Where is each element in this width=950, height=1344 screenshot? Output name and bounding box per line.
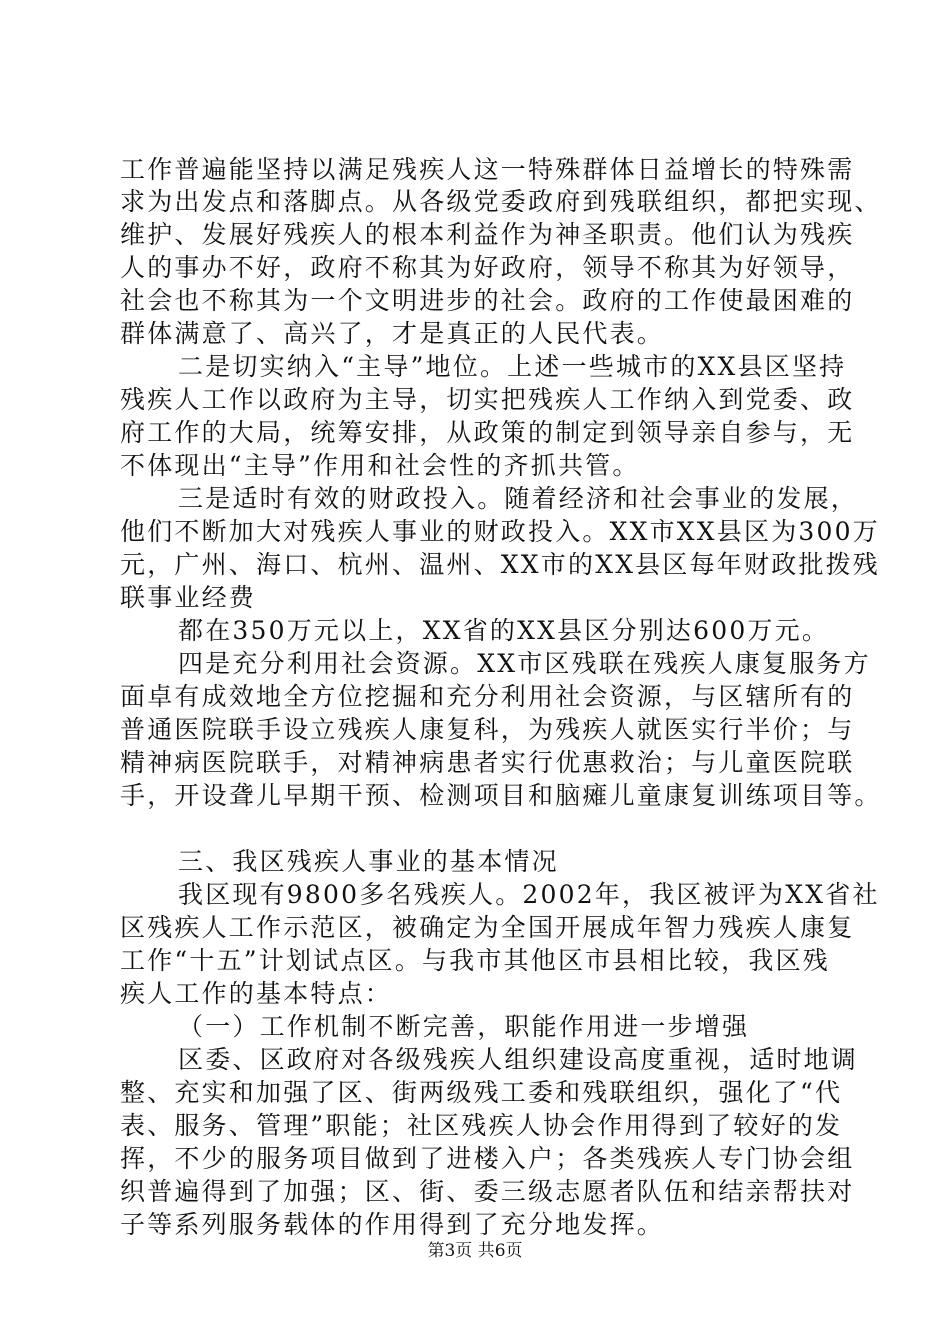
body-line: 工作普遍能坚持以满足残疾人这一特殊群体日益增长的特殊需 [120, 155, 855, 184]
body-line: 府工作的大局，统筹安排，从政策的制定到领导亲自参与，无 [120, 418, 855, 447]
page-footer: 第3页 共6页 [427, 1241, 523, 1261]
paragraph-first-line: 区委、区政府对各级残疾人组织建设高度重视，适时地调 [178, 1045, 859, 1074]
body-line: 维护、发展好残疾人的根本利益作为神圣职责。他们认为残疾 [120, 220, 855, 249]
body-line: 表、服务、管理”职能；社区残疾人协会作用得到了较好的发 [120, 1111, 843, 1140]
subsection-heading: （一）工作机制不断完善，职能作用进一步增强 [178, 1012, 750, 1041]
body-line: 子等系列服务载体的作用得到了充分地发挥。 [120, 1210, 665, 1239]
body-line: 联事业经费 [120, 583, 257, 612]
body-line: 求为出发点和落脚点。从各级党委政府到残联组织，都把实现、 [120, 187, 882, 216]
body-line: 工作“十五”计划试点区。与我市其他区市县相比较，我区残 [120, 946, 830, 975]
body-line: 织普遍得到了加强；区、街、委三级志愿者队伍和结亲帮扶对 [120, 1177, 855, 1206]
body-line: 挥，不少的服务项目做到了进楼入户；各类残疾人专门协会组 [120, 1144, 855, 1173]
paragraph-first-line: 四是充分利用社会资源。XX市区残联在残疾人康复服务方 [178, 649, 871, 678]
paragraph-first-line: 二是切实纳入“主导”地位。上述一些城市的XX县区坚持 [178, 352, 847, 381]
body-line: 不体现出“主导”作用和社会性的齐抓共管。 [120, 451, 640, 480]
body-line: 手，开设聋儿早期干预、检测项目和脑瘫儿童康复训练项目等。 [120, 781, 882, 810]
body-line: 区残疾人工作示范区，被确定为全国开展成年智力残疾人康复 [120, 913, 855, 942]
body-line: 人的事办不好，政府不称其为好政府，领导不称其为好领导， [120, 253, 855, 282]
paragraph-first-line: 都在350万元以上，XX省的XX县区分别达600万元。 [178, 616, 830, 645]
body-line: 元，广州、海口、杭州、温州、XX市的XX县区每年财政批拨残 [120, 550, 880, 579]
body-line: 他们不断加大对残疾人事业的财政投入。XX市XX县区为300万 [120, 517, 880, 546]
body-line: 群体满意了、高兴了，才是真正的人民代表。 [120, 319, 665, 348]
section-heading: 三、我区残疾人事业的基本情况 [178, 847, 559, 876]
body-line: 普通医院联手设立残疾人康复科，为残疾人就医实行半价；与 [120, 715, 855, 744]
body-line: 面卓有成效地全方位挖掘和充分利用社会资源，与区辖所有的 [120, 682, 855, 711]
body-line: 社会也不称其为一个文明进步的社会。政府的工作使最困难的 [120, 286, 855, 315]
body-line: 疾人工作的基本特点： [120, 979, 393, 1008]
body-line: 整、充实和加强了区、街两级残工委和残联组织，强化了“代 [120, 1078, 843, 1107]
paragraph-first-line: 三是适时有效的财政投入。随着经济和社会事业的发展， [178, 484, 859, 513]
body-line: 精神病医院联手，对精神病患者实行优惠救治；与儿童医院联 [120, 748, 855, 777]
paragraph-first-line: 我区现有9800多名残疾人。2002年，我区被评为XX省社 [178, 880, 880, 909]
body-line: 残疾人工作以政府为主导，切实把残疾人工作纳入到党委、政 [120, 385, 855, 414]
